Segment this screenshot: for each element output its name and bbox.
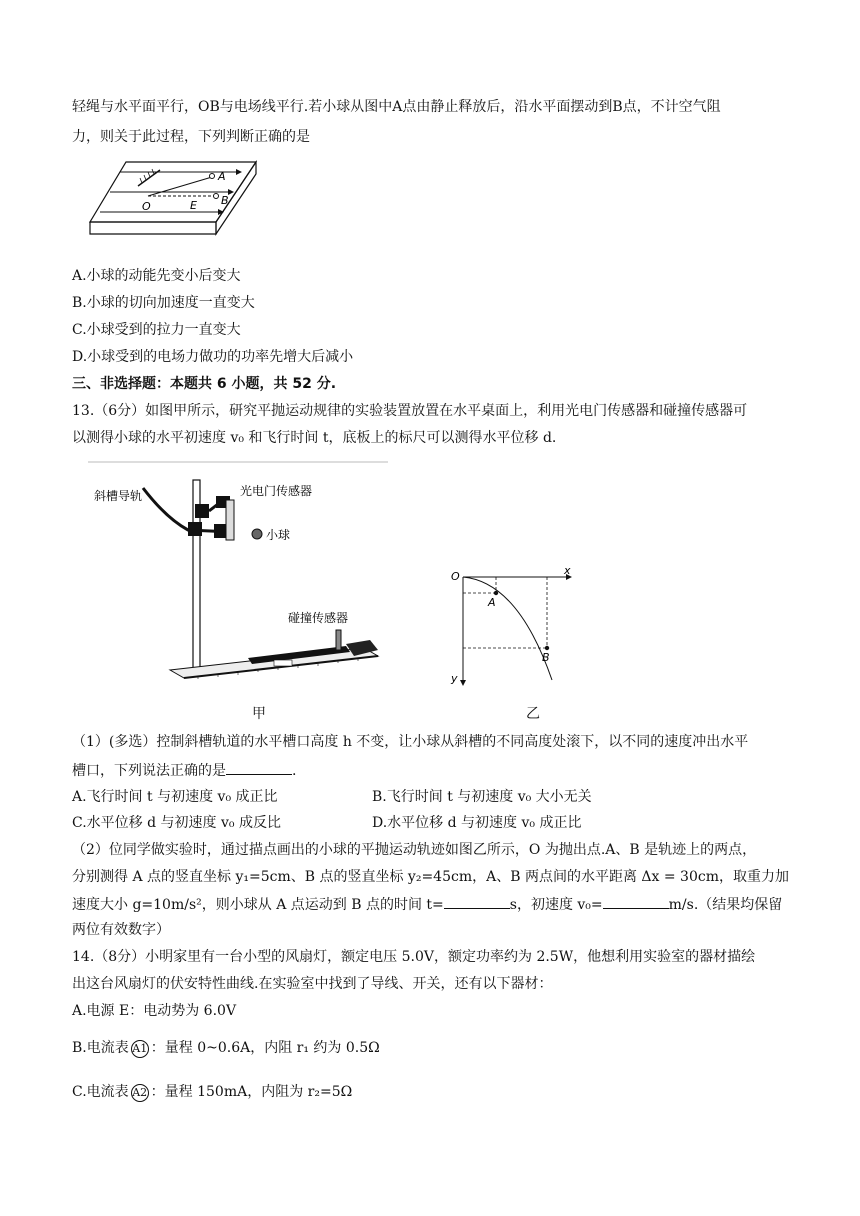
q14-stem-line1: 14.（8分）小明家里有一台小型的风扇灯，额定电压 5.0V，额定功率约为 2.5W，他想利用实验室的器材描绘: [72, 949, 756, 965]
q13-part1-text: 槽口，下列说法正确的是: [72, 763, 226, 779]
q12-stem-line1: 轻绳与水平面平行，OB与电场线平行.若小球从图中A点由静止释放后，沿水平面摆动到B点，不计空气阻: [72, 99, 721, 115]
label-O: O: [142, 200, 151, 213]
label-y: y: [451, 672, 458, 685]
caption-yi: 乙: [526, 706, 540, 722]
q13-option-d: D.水平位移 d 与初速度 v₀ 成正比: [372, 815, 582, 831]
label-photogate: 光电门传感器: [240, 484, 313, 498]
q13-option-c: C.水平位移 d 与初速度 v₀ 成反比: [72, 815, 281, 831]
ball-icon: [252, 529, 262, 539]
answer-blank-v0[interactable]: [603, 894, 669, 909]
q14-item-a: A.电源 E：电动势为 6.0V: [72, 1003, 237, 1019]
label-track: 斜槽导轨: [94, 489, 143, 503]
q13-stem-line1: 13.（6分）如图甲所示，研究平抛运动规律的实验装置放置在水平桌面上，利用光电门传感器和碰撞传感器可: [72, 403, 748, 419]
q14-item-b-label: B.电流表: [72, 1040, 129, 1056]
q13-part1-line1: （1）(多选）控制斜槽轨道的水平槽口高度 h 不变，让小球从斜槽的不同高度处滚下，以不同的速度冲出水平: [72, 734, 749, 750]
q13-part2-text-c: m/s.（结果均保留: [668, 897, 783, 913]
label-B: B: [542, 651, 550, 664]
label-A: A: [218, 170, 226, 183]
label-x: x: [564, 566, 571, 577]
q14-item-b: [72, 1038, 380, 1058]
caption-jia: 甲: [252, 706, 266, 722]
answer-blank-1[interactable]: [226, 760, 292, 775]
q13-part2-line2: 分别测得 A 点的竖直坐标 y₁=5cm、B 点的竖直坐标 y₂=45cm，A、B 两点间的水平距离 Δx = 30cm，取重力加: [72, 869, 789, 885]
label-O: O: [451, 570, 460, 583]
q13-option-a: A.飞行时间 t 与初速度 v₀ 成正比: [72, 789, 278, 805]
q13-stem-line2: 以测得小球的水平初速度 v₀ 和飞行时间 t，底板上的标尺可以测得水平位移 d.: [72, 430, 557, 446]
ammeter-a1-icon: A1: [131, 1040, 149, 1058]
q14-item-b-spec: ：量程 0~0.6A，内阻 r₁ 约为 0.5Ω: [150, 1040, 380, 1056]
answer-blank-t[interactable]: [444, 894, 510, 909]
label-B: B: [221, 194, 229, 207]
q12-option-d: D.小球受到的电场力做功的功率先增大后减小: [72, 349, 354, 365]
label-ball: 小球: [266, 528, 291, 542]
q13-option-b: B.飞行时间 t 与初速度 v₀ 大小无关: [372, 789, 592, 805]
plate-front: [90, 222, 216, 234]
q13-part1-line2: 槽口，下列说法正确的是 .: [72, 760, 296, 781]
q13-part2-line3: [72, 894, 782, 915]
q12-option-c: C.小球受到的拉力一直变大: [72, 322, 241, 338]
label-E: E: [190, 199, 197, 212]
q13-part2-text-a: 速度大小 g=10m/s²，则小球从 A 点运动到 B 点的时间 t=: [72, 897, 444, 913]
q12-option-b: B.小球的切向加速度一直变大: [72, 295, 255, 311]
ammeter-a2-icon: A2: [131, 1084, 149, 1102]
label-A: A: [488, 596, 496, 609]
q14-item-c-label: C.电流表: [72, 1084, 129, 1100]
q13-part2-line1: （2）位同学做实验时，通过描点画出的小球的平抛运动轨迹如图乙所示，O 为抛出点.A、B 是轨迹上的两点，: [72, 842, 757, 858]
q14-stem-line2: 出这台风扇灯的伏安特性曲线.在实验室中找到了导线、开关，还有以下器材：: [72, 976, 553, 992]
q13-part2-text-b: s，初速度 v₀=: [509, 897, 603, 913]
photogate: [226, 500, 234, 540]
trajectory-figure: [448, 566, 588, 690]
q12-stem-line2: 力，则关于此过程，下列判断正确的是: [72, 129, 310, 145]
q14-item-c: [72, 1082, 352, 1102]
q12-figure: [88, 160, 258, 255]
apparatus-figure: [88, 460, 388, 695]
q14-item-c-spec: ：量程 150mA，内阻为 r₂=5Ω: [150, 1084, 353, 1100]
section-heading: 三、非选择题：本题共 6 小题，共 52 分.: [72, 376, 337, 392]
q13-part2-line4: 两位有效数字）: [72, 922, 170, 938]
trajectory-curve: [463, 577, 552, 680]
q12-option-a: A.小球的动能先变小后变大: [72, 268, 241, 284]
label-collision: 碰撞传感器: [288, 611, 349, 625]
